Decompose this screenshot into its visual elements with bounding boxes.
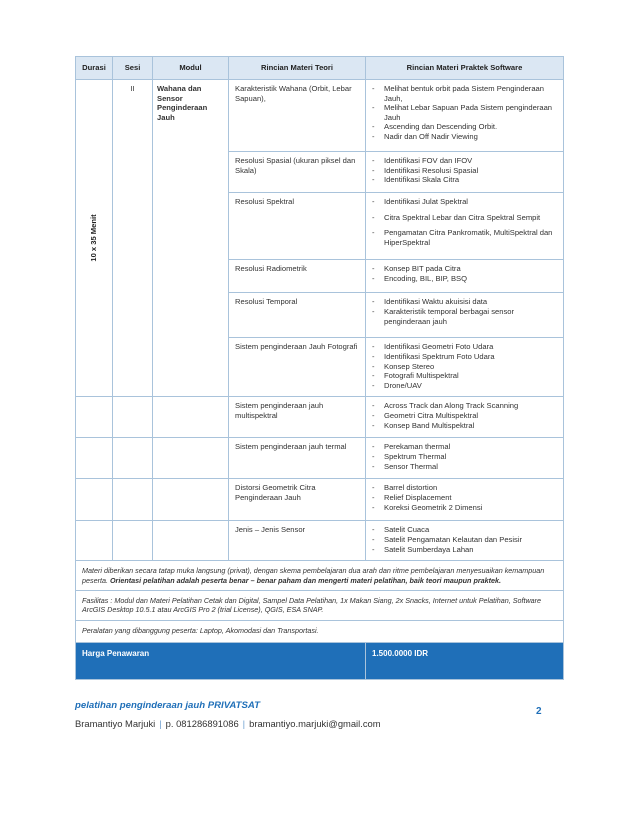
practice-item: - Spektrum Thermal (371, 452, 558, 462)
note-method-text: Materi diberikan secara tatap muka langsung (privat), dengan skema pembelajaran dua arah dan ritme pembelajaran menyesuaikan kemampuan peserta. (82, 566, 545, 585)
note-method-emphasis: Orientasi pelatihan adalah peserta benar – benar paham dan mengerti materi pelatihan, baik teori maupun praktek. (109, 575, 502, 585)
header-sesi: Sesi (113, 57, 153, 80)
practice-item: - Ascending dan Descending Orbit. (371, 122, 558, 132)
theory-cell: Distorsi Geometrik Citra Penginderaan Jauh (229, 479, 366, 521)
note-row-facilities (76, 590, 564, 620)
empty-cell (113, 397, 153, 438)
header-praktek: Rincian Materi Praktek Software (366, 57, 564, 80)
footer-separator: | (242, 718, 246, 729)
practice-item: - Identifikasi Spektrum Foto Udara (371, 352, 558, 362)
empty-cell (113, 438, 153, 479)
table-row (76, 397, 564, 438)
practice-item: - Satelit Sumberdaya Lahan (371, 545, 558, 555)
practice-item: - Konsep Band Multispektral (371, 421, 558, 431)
theory-cell: Sistem penginderaan Jauh Fotografi (229, 338, 366, 397)
price-row (76, 642, 564, 679)
table-row (76, 438, 564, 479)
theory-cell: Resolusi Temporal (229, 293, 366, 338)
price-label: Harga Penawaran (76, 642, 366, 679)
practice-item: - Identifikasi Waktu akuisisi data (371, 297, 558, 307)
empty-cell (153, 397, 229, 438)
modul-cell: Wahana dan Sensor Penginderaan Jauh (153, 80, 229, 397)
practice-item: - Koreksi Geometrik 2 Dimensi (371, 503, 558, 513)
practice-item: - Karakteristik temporal berbagai sensor penginderaan jauh (371, 307, 558, 326)
practice-cell (366, 438, 564, 479)
theory-cell: Sistem penginderaan jauh termal (229, 438, 366, 479)
header-durasi: Durasi (76, 57, 113, 80)
theory-cell: Karakteristik Wahana (Orbit, Lebar Sapuan), (229, 80, 366, 152)
practice-item: - Perekaman thermal (371, 442, 558, 452)
table-row (76, 80, 564, 152)
theory-cell: Sistem penginderaan jauh multispektral (229, 397, 366, 438)
practice-cell (366, 152, 564, 193)
practice-item: - Identifikasi FOV dan IFOV (371, 156, 558, 166)
practice-item: - Identifikasi Julat Spektral (371, 197, 558, 207)
empty-cell (153, 521, 229, 561)
practice-item: - Geometri Citra Multispektral (371, 411, 558, 421)
note-method (76, 561, 564, 591)
header-teori: Rincian Materi Teori (229, 57, 366, 80)
price-value: 1.500.0000 IDR (366, 642, 564, 679)
practice-cell (366, 293, 564, 338)
empty-cell (113, 479, 153, 521)
practice-item: - Satelit Cuaca (371, 525, 558, 535)
durasi-cell (76, 80, 113, 397)
sesi-cell: II (113, 80, 153, 397)
course-table (75, 56, 564, 680)
footer-separator: | (159, 718, 162, 729)
practice-item: - Konsep Stereo (371, 362, 558, 372)
empty-cell (76, 397, 113, 438)
practice-item: - Konsep BIT pada Citra (371, 264, 558, 274)
table-row (76, 521, 564, 561)
note-row-equipment (76, 620, 564, 642)
empty-cell (76, 479, 113, 521)
practice-item: - Identifikasi Skala Citra (371, 175, 558, 185)
header-modul: Modul (153, 57, 229, 80)
practice-item: - Pengamatan Citra Pankromatik, MultiSpektral dan HiperSpektral (371, 228, 558, 247)
empty-cell (153, 438, 229, 479)
practice-item: - Melihat Lebar Sapuan Pada Sistem penginderaan Jauh (371, 103, 558, 122)
durasi-value: 10 x 35 Menit (89, 214, 99, 262)
practice-cell (366, 80, 564, 152)
practice-cell (366, 479, 564, 521)
footer-contact (75, 718, 381, 729)
page-number: 2 (536, 706, 542, 717)
theory-cell: Resolusi Radiometrik (229, 260, 366, 293)
practice-item: - Fotografi Multispektral (371, 371, 558, 381)
practice-item: - Encoding, BIL, BIP, BSQ (371, 274, 558, 284)
practice-item: - Satelit Pengamatan Kelautan dan Pesisir (371, 535, 558, 545)
empty-cell (153, 479, 229, 521)
theory-cell: Jenis – Jenis Sensor (229, 521, 366, 561)
table-header-row (76, 57, 564, 80)
practice-item: - Nadir dan Off Nadir Viewing (371, 132, 558, 142)
theory-cell: Resolusi Spektral (229, 193, 366, 260)
empty-cell (76, 521, 113, 561)
note-row-method (76, 561, 564, 591)
practice-item: - Identifikasi Geometri Foto Udara (371, 342, 558, 352)
practice-item: - Across Track dan Along Track Scanning (371, 401, 558, 411)
practice-item: - Relief Displacement (371, 493, 558, 503)
note-facilities: Fasilitas : Modul dan Materi Pelatihan Cetak dan Digital, Sampel Data Pelatihan, 1x Makan Siang, 2x Snacks, Internet untuk Pelatihan, Software ArcGIS Desktop 10.5.1 atau ArcGIS Pro 2 (trial License), QGIS, ESA SNAP. (76, 590, 564, 620)
footer-phone: p. 081286891086 (165, 718, 239, 729)
practice-cell (366, 260, 564, 293)
practice-item: - Melihat bentuk orbit pada Sistem Penginderaan Jauh, (371, 84, 558, 103)
footer-name: Bramantiyo Marjuki (75, 718, 156, 729)
footer-title: pelatihan penginderaan jauh PRIVATSAT (75, 700, 260, 711)
practice-cell (366, 521, 564, 561)
empty-cell (113, 521, 153, 561)
table-row (76, 479, 564, 521)
note-equipment: Peralatan yang dibanggung peserta: Laptop, Akomodasi dan Transportasi. (76, 620, 564, 642)
practice-item: - Citra Spektral Lebar dan Citra Spektral Sempit (371, 213, 558, 223)
practice-item: - Identifikasi Resolusi Spasial (371, 166, 558, 176)
theory-cell: Resolusi Spasial (ukuran piksel dan Skala) (229, 152, 366, 193)
practice-cell (366, 193, 564, 260)
practice-cell (366, 338, 564, 397)
practice-item: - Drone/UAV (371, 381, 558, 391)
empty-cell (76, 438, 113, 479)
practice-cell (366, 397, 564, 438)
footer-email[interactable]: bramantiyo.marjuki@gmail.com (249, 718, 381, 729)
practice-item: - Sensor Thermal (371, 462, 558, 472)
practice-item: - Barrel distortion (371, 483, 558, 493)
